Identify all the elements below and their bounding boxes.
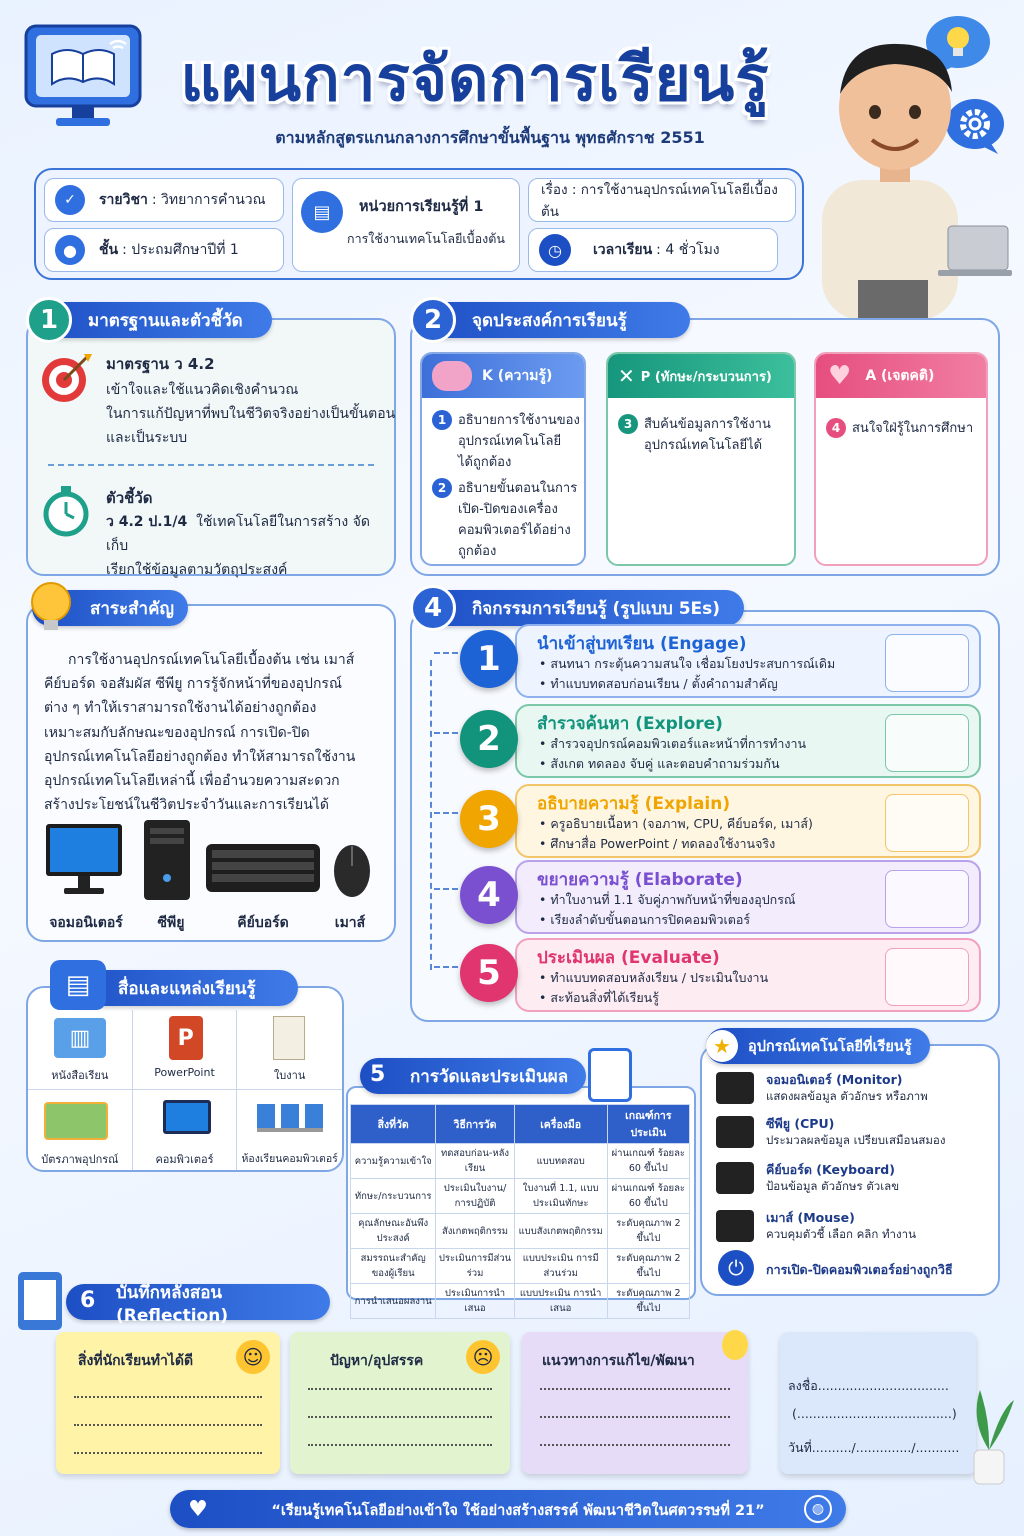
note-good xyxy=(56,1332,280,1474)
step-illustration xyxy=(885,634,969,692)
media-label: หนังสือเรียน xyxy=(51,1069,109,1082)
page-title: แผนการจัดการเรียนรู้ xyxy=(180,42,770,115)
signature-date-line: วันที่........../............../........... xyxy=(788,1440,960,1455)
book-icon: ▤ xyxy=(301,191,343,233)
table-cell: ระดับคุณภาพ 2 ขึ้นไป xyxy=(607,1249,689,1284)
note-title: แนวทางการแก้ไข/พัฒนา xyxy=(542,1353,695,1369)
device-label: เมาส์ xyxy=(334,915,366,931)
signature-name-line: (.......................................) xyxy=(792,1406,957,1421)
table-cell: สังเกตพฤติกรรม xyxy=(436,1214,514,1249)
step-bullet: • สังเกต ทดลอง จับคู่ และตอบคำถามร่วมกัน xyxy=(539,756,780,771)
device-label: ซีพียู xyxy=(157,915,185,931)
arrow-icon xyxy=(434,732,458,734)
objective-line: สืบค้นข้อมูลการใช้งาน xyxy=(644,417,771,432)
grade-label: ชั้น xyxy=(99,242,119,258)
activity-step xyxy=(515,784,981,858)
media-item-computer xyxy=(133,1090,238,1170)
activity-step xyxy=(515,938,981,1012)
table-cell: ระดับคุณภาพ 2 ขึ้นไป xyxy=(607,1214,689,1249)
time-box xyxy=(528,228,778,272)
target-icon xyxy=(38,350,94,406)
media-grid xyxy=(28,1010,342,1170)
table-cell: คุณลักษณะอันพึงประสงค์ xyxy=(351,1214,436,1249)
objective-line: ได้ถูกต้อง xyxy=(458,455,512,470)
indicator-line: เรียกใช้ข้อมูลตามวัตถุประสงค์ xyxy=(106,562,288,578)
section2-title: จุดประสงค์การเรียนรู้ xyxy=(472,310,627,331)
step-illustration xyxy=(885,794,969,852)
objective-line: อธิบายขั้นตอนในการ xyxy=(458,481,578,496)
standard-line: ในการแก้ปัญหาที่พบในชีวิตจริงอย่างเป็นขั้นตอน xyxy=(106,406,396,422)
header-monitor-icon xyxy=(22,22,144,122)
section4-header xyxy=(414,590,744,626)
subject-value: : วิทยาการคำนวณ xyxy=(151,192,266,208)
step-number: 2 xyxy=(460,710,518,768)
table-row xyxy=(351,1249,690,1284)
open-book-icon: ▤ xyxy=(50,960,106,1010)
media-title: สื่อและแหล่งเรียนรู้ xyxy=(118,978,256,999)
flow-connector xyxy=(430,660,460,970)
section2-number: 2 xyxy=(410,297,456,343)
step-illustration xyxy=(885,948,969,1006)
media-item-powerpoint xyxy=(133,1010,238,1090)
heart-icon: ♥ xyxy=(188,1496,208,1522)
worried-face-icon: ☹ xyxy=(466,1340,500,1374)
monitor-icon xyxy=(716,1072,754,1104)
step-number: 4 xyxy=(460,866,518,924)
table-cell: ผ่านเกณฑ์ ร้อยละ 60 ขึ้นไป xyxy=(607,1179,689,1214)
objective-number: 2 xyxy=(432,478,452,498)
power-icon: ⏻ xyxy=(718,1250,754,1286)
activity-step xyxy=(515,860,981,934)
mouse-image xyxy=(330,838,374,900)
step-title: สำรวจค้นหา (Explore) xyxy=(537,714,723,734)
activity-step xyxy=(515,624,981,698)
section5-number: 5 xyxy=(370,1062,386,1087)
footer-quote: “เรียนรู้เทคโนโลยีอย่างเข้าใจ ใช้อย่างสร้างสรรค์ พัฒนาชีวิตในศตวรรษที่ 21” xyxy=(271,1503,765,1519)
objective-number: 1 xyxy=(432,410,452,430)
table-cell: ทักษะ/กระบวนการ xyxy=(351,1179,436,1214)
powerpoint-icon: P xyxy=(169,1016,203,1060)
tech-header xyxy=(706,1028,930,1064)
grade-value: : ประถมศึกษาปีที่ 1 xyxy=(122,242,239,258)
page-subtitle: ตามหลักสูตรแกนกลางการศึกษาขั้นพื้นฐาน พุทธศักราช 2551 xyxy=(275,128,705,147)
objective-number: 3 xyxy=(618,414,638,434)
k-title: K (ความรู้) xyxy=(482,368,553,384)
divider xyxy=(48,464,374,466)
indicator-code: ว 4.2 ป.1/4 xyxy=(106,514,188,530)
objective-line: อุปกรณ์เทคโนโลยีได้ xyxy=(644,438,763,453)
indicator-title: ตัวชี้วัด xyxy=(106,489,153,507)
tech-title: อุปกรณ์เทคโนโลยีที่เรียนรู้ xyxy=(748,1038,912,1055)
table-cell: แบบสังเกตพฤติกรรม xyxy=(514,1214,607,1249)
objective-line: อุปกรณ์เทคโนโลยี xyxy=(458,434,562,449)
a-title: A (เจตคติ) xyxy=(865,368,935,384)
step-title: ขยายความรู้ (Elaborate) xyxy=(537,870,743,890)
note-title: สิ่งที่นักเรียนทำได้ดี xyxy=(78,1353,194,1369)
smile-icon: ☺ xyxy=(236,1340,270,1374)
step-illustration xyxy=(885,870,969,928)
step-bullet: • ทำแบบทดสอบก่อนเรียน / ตั้งคำถามสำคัญ xyxy=(539,676,778,691)
indicator-text xyxy=(106,510,388,582)
tech-desc: ป้อนข้อมูล ตัวอักษร ตัวเลข xyxy=(766,1179,900,1193)
time-value: : 4 ชั่วโมง xyxy=(656,242,720,258)
subject-label: รายวิชา xyxy=(99,192,148,208)
step-bullet: • สะท้อนสิ่งที่ได้เรียนรู้ xyxy=(539,990,659,1005)
subject-box xyxy=(44,178,284,222)
tech-desc: แสดงผลข้อมูล ตัวอักษร หรือภาพ xyxy=(766,1089,928,1103)
step-bullet: • ครูอธิบายเนื้อหา (จอภาพ, CPU, คีย์บอร์ด, เมาส์) xyxy=(539,816,813,831)
objective-line: คอมพิวเตอร์ได้อย่าง xyxy=(458,523,571,538)
topic-box: เรื่อง : การใช้งานอุปกรณ์เทคโนโลยีเบื้องต้น xyxy=(528,178,796,222)
step-bullet: • ทำใบงานที่ 1.1 จับคู่ภาพกับหน้าที่ของอุปกรณ์ xyxy=(539,892,796,907)
media-label: บัตรภาพอุปกรณ์ xyxy=(41,1153,119,1166)
time-label: เวลาเรียน xyxy=(593,242,653,258)
power-text: การเปิด-ปิดคอมพิวเตอร์อย่างถูกวิธี xyxy=(766,1262,953,1277)
monitor-image xyxy=(44,820,124,900)
essence-line: อุปกรณ์เทคโนโลยีเหล่านี้ เพื่ออำนวยความสะดวก xyxy=(44,773,340,790)
section6-title: บันทึกหลังสอน (Reflection) xyxy=(116,1282,229,1326)
p-objective-3 xyxy=(618,414,771,456)
picture-cards-icon xyxy=(44,1102,108,1140)
media-label: ห้องเรียนคอมพิวเตอร์ xyxy=(241,1153,338,1165)
step-number: 1 xyxy=(460,630,518,688)
p-panel xyxy=(606,352,796,566)
cpu-image xyxy=(140,818,194,902)
table-cell: ประเมินการมีส่วนร่วม xyxy=(436,1249,514,1284)
note-title: ปัญหา/อุปสรรค xyxy=(330,1353,424,1369)
table-cell: ประเมินใบงาน/การปฏิบัติ xyxy=(436,1179,514,1214)
teacher-illustration xyxy=(798,30,1012,320)
lightbulb-icon xyxy=(722,1330,748,1360)
footer-banner xyxy=(170,1490,846,1528)
a-objective-4 xyxy=(826,418,973,439)
k-panel xyxy=(420,352,586,566)
arrow-icon xyxy=(434,652,458,654)
step-bullet: • ศึกษาสื่อ PowerPoint / ทดลองใช้งานจริง xyxy=(539,836,776,851)
essence-line: เหมาะสมกับลักษณะของอุปกรณ์ การเปิด-ปิด xyxy=(44,724,310,741)
objective-line: ถูกต้อง xyxy=(458,544,497,559)
section1-number: 1 xyxy=(26,297,72,343)
tools-icon: ✕ xyxy=(618,364,635,388)
essence-line: การใช้งานอุปกรณ์เทคโนโลยีเบื้องต้น เช่น เมาส์ xyxy=(68,652,355,668)
media-item-book xyxy=(28,1010,133,1090)
lightbulb-icon xyxy=(26,580,76,634)
keyboard-image xyxy=(204,840,322,896)
unit-box xyxy=(292,178,520,272)
clipboard-icon xyxy=(18,1272,62,1330)
section1-title: มาตรฐานและตัวชี้วัด xyxy=(88,310,243,331)
device-label: จอมอนิเตอร์ xyxy=(49,915,123,931)
cpu-icon xyxy=(716,1116,754,1148)
section3-title: สาระสำคัญ xyxy=(90,598,174,619)
note-solution xyxy=(522,1332,748,1474)
table-cell: แบบทดสอบ xyxy=(514,1144,607,1179)
standard-line: เข้าใจและใช้แนวคิดเชิงคำนวณ xyxy=(106,382,299,398)
signature-note xyxy=(780,1332,976,1474)
worksheet-icon xyxy=(273,1016,305,1060)
table-cell: ประเมินการนำเสนอ xyxy=(436,1284,514,1319)
section5-title: การวัดและประเมินผล xyxy=(410,1066,569,1087)
section4-title: กิจกรรมการเรียนรู้ (รูปแบบ 5Es) xyxy=(472,598,721,619)
objective-number: 4 xyxy=(826,418,846,438)
table-cell: สมรรถนะสำคัญของผู้เรียน xyxy=(351,1249,436,1284)
arrow-icon xyxy=(434,888,458,890)
step-illustration xyxy=(885,714,969,772)
clock-icon: ◷ xyxy=(539,234,571,266)
standard-text xyxy=(106,378,395,450)
standard-title: มาตรฐาน ว 4.2 xyxy=(106,355,215,373)
k-objective-2 xyxy=(432,478,577,562)
step-number: 3 xyxy=(460,790,518,848)
star-icon: ★ xyxy=(706,1030,738,1062)
essence-line: คีย์บอร์ด จอสัมผัส ซีพียู การรู้จักหน้าที่ของอุปกรณ์ xyxy=(44,676,342,693)
tech-name: คีย์บอร์ด (Keyboard) xyxy=(766,1162,895,1177)
computer-lab-icon xyxy=(257,1104,323,1132)
section5-header xyxy=(360,1058,586,1094)
table-header: เกณฑ์การประเมิน xyxy=(607,1105,689,1144)
objective-line: สนใจใฝ่รู้ในการศึกษา xyxy=(852,421,974,436)
media-item-cards xyxy=(28,1090,133,1170)
table-cell: ความรู้ความเข้าใจ xyxy=(351,1144,436,1179)
stopwatch-icon xyxy=(40,482,92,538)
step-bullet: • สำรวจอุปกรณ์คอมพิวเตอร์และหน้าที่การทำงาน xyxy=(539,736,807,751)
heart-icon: ♥ xyxy=(828,361,852,391)
plant-decoration xyxy=(960,1380,1018,1490)
unit-value: การใช้งานเทคโนโลยีเบื้องต้น xyxy=(347,231,505,246)
step-number: 5 xyxy=(460,944,518,1002)
grade-box xyxy=(44,228,284,272)
tech-name: เมาส์ (Mouse) xyxy=(766,1210,855,1225)
book-icon: ▥ xyxy=(54,1018,106,1058)
step-title: อธิบายความรู้ (Explain) xyxy=(537,794,731,814)
essence-line: อุปกรณ์เทคโนโลยีอย่างถูกต้อง ทำให้สามารถใช้งาน xyxy=(44,748,356,765)
device-label: คีย์บอร์ด xyxy=(237,915,289,931)
table-row xyxy=(351,1144,690,1179)
table-header: วิธีการวัด xyxy=(436,1105,514,1144)
mouse-icon xyxy=(716,1210,754,1242)
section6-number: 6 xyxy=(80,1288,96,1313)
standard-line: และเป็นระบบ xyxy=(106,430,188,446)
media-item-worksheet xyxy=(237,1010,342,1090)
step-bullet: • เรียงลำดับขั้นตอนการปิดคอมพิวเตอร์ xyxy=(539,912,751,927)
table-header: สิ่งที่วัด xyxy=(351,1105,436,1144)
essence-line: ต่าง ๆ ทำให้เราสามารถใช้งานได้อย่างถูกต้อง xyxy=(44,700,317,717)
table-cell: แบบประเมิน การมีส่วนร่วม xyxy=(514,1249,607,1284)
section4-number: 4 xyxy=(410,585,456,631)
brain-icon xyxy=(432,361,472,391)
table-row xyxy=(351,1284,690,1319)
table-cell: ทดสอบก่อน-หลังเรียน xyxy=(436,1144,514,1179)
step-title: ประเมินผล (Evaluate) xyxy=(537,948,720,968)
essence-line: สร้างประโยชน์ในชีวิตประจำวันและการเรียนได้ xyxy=(44,797,329,814)
arrow-icon xyxy=(434,966,458,968)
tech-name: ซีพียู (CPU) xyxy=(766,1116,835,1131)
keyboard-icon xyxy=(716,1162,754,1194)
table-cell: การนำเสนอผลงาน xyxy=(351,1284,436,1319)
table-cell: ระดับคุณภาพ 2 ขึ้นไป xyxy=(607,1284,689,1319)
signature-line: ลงชื่อ................................. xyxy=(788,1378,949,1393)
table-cell: ใบงานที่ 1.1, แบบประเมินทักษะ xyxy=(514,1179,607,1214)
calendar-icon: ✓ xyxy=(55,185,85,215)
arrow-icon xyxy=(434,812,458,814)
section6-header xyxy=(66,1282,330,1326)
tech-desc: ประมวลผลข้อมูล เปรียบเสมือนสมอง xyxy=(766,1133,946,1147)
computer-icon xyxy=(163,1100,211,1134)
objective-line: เปิด-ปิดของเครื่อง xyxy=(458,502,558,517)
table-cell: ผ่านเกณฑ์ ร้อยละ 60 ขึ้นไป xyxy=(607,1144,689,1179)
table-row xyxy=(351,1179,690,1214)
indicator-line: ใช้เทคโนโลยีในการสร้าง จัดเก็บ xyxy=(106,514,371,554)
tech-desc: ควบคุมตัวชี้ เลือก คลิก ทำงาน xyxy=(766,1227,916,1241)
essence-paragraph xyxy=(44,648,392,817)
checklist-icon xyxy=(588,1048,632,1102)
step-bullet: • สนทนา กระตุ้นความสนใจ เชื่อมโยงประสบการณ์เดิม xyxy=(539,656,836,671)
p-title: P (ทักษะ/กระบวนการ) xyxy=(640,369,772,385)
media-label: PowerPoint xyxy=(154,1066,215,1079)
k-objective-1 xyxy=(432,410,580,473)
media-label: คอมพิวเตอร์ xyxy=(155,1153,214,1166)
step-bullet: • ทำแบบทดสอบหลังเรียน / ประเมินใบงาน xyxy=(539,970,769,985)
assessment-table xyxy=(350,1104,690,1319)
user-icon: ● xyxy=(55,235,85,265)
note-problem xyxy=(290,1332,510,1474)
table-row xyxy=(351,1214,690,1249)
objective-line: อธิบายการใช้งานของ xyxy=(458,413,580,428)
globe-icon: ◍ xyxy=(804,1495,832,1523)
unit-label: หน่วยการเรียนรู้ที่ 1 xyxy=(359,199,484,215)
tech-name: จอมอนิเตอร์ (Monitor) xyxy=(766,1072,903,1087)
table-header: เครื่องมือ xyxy=(514,1105,607,1144)
activity-step xyxy=(515,704,981,778)
a-panel xyxy=(814,352,988,566)
table-cell: แบบประเมิน การนำเสนอ xyxy=(514,1284,607,1319)
step-title: นำเข้าสู่บทเรียน (Engage) xyxy=(537,634,747,654)
media-label: ใบงาน xyxy=(273,1069,306,1082)
media-item-lab xyxy=(237,1090,342,1170)
